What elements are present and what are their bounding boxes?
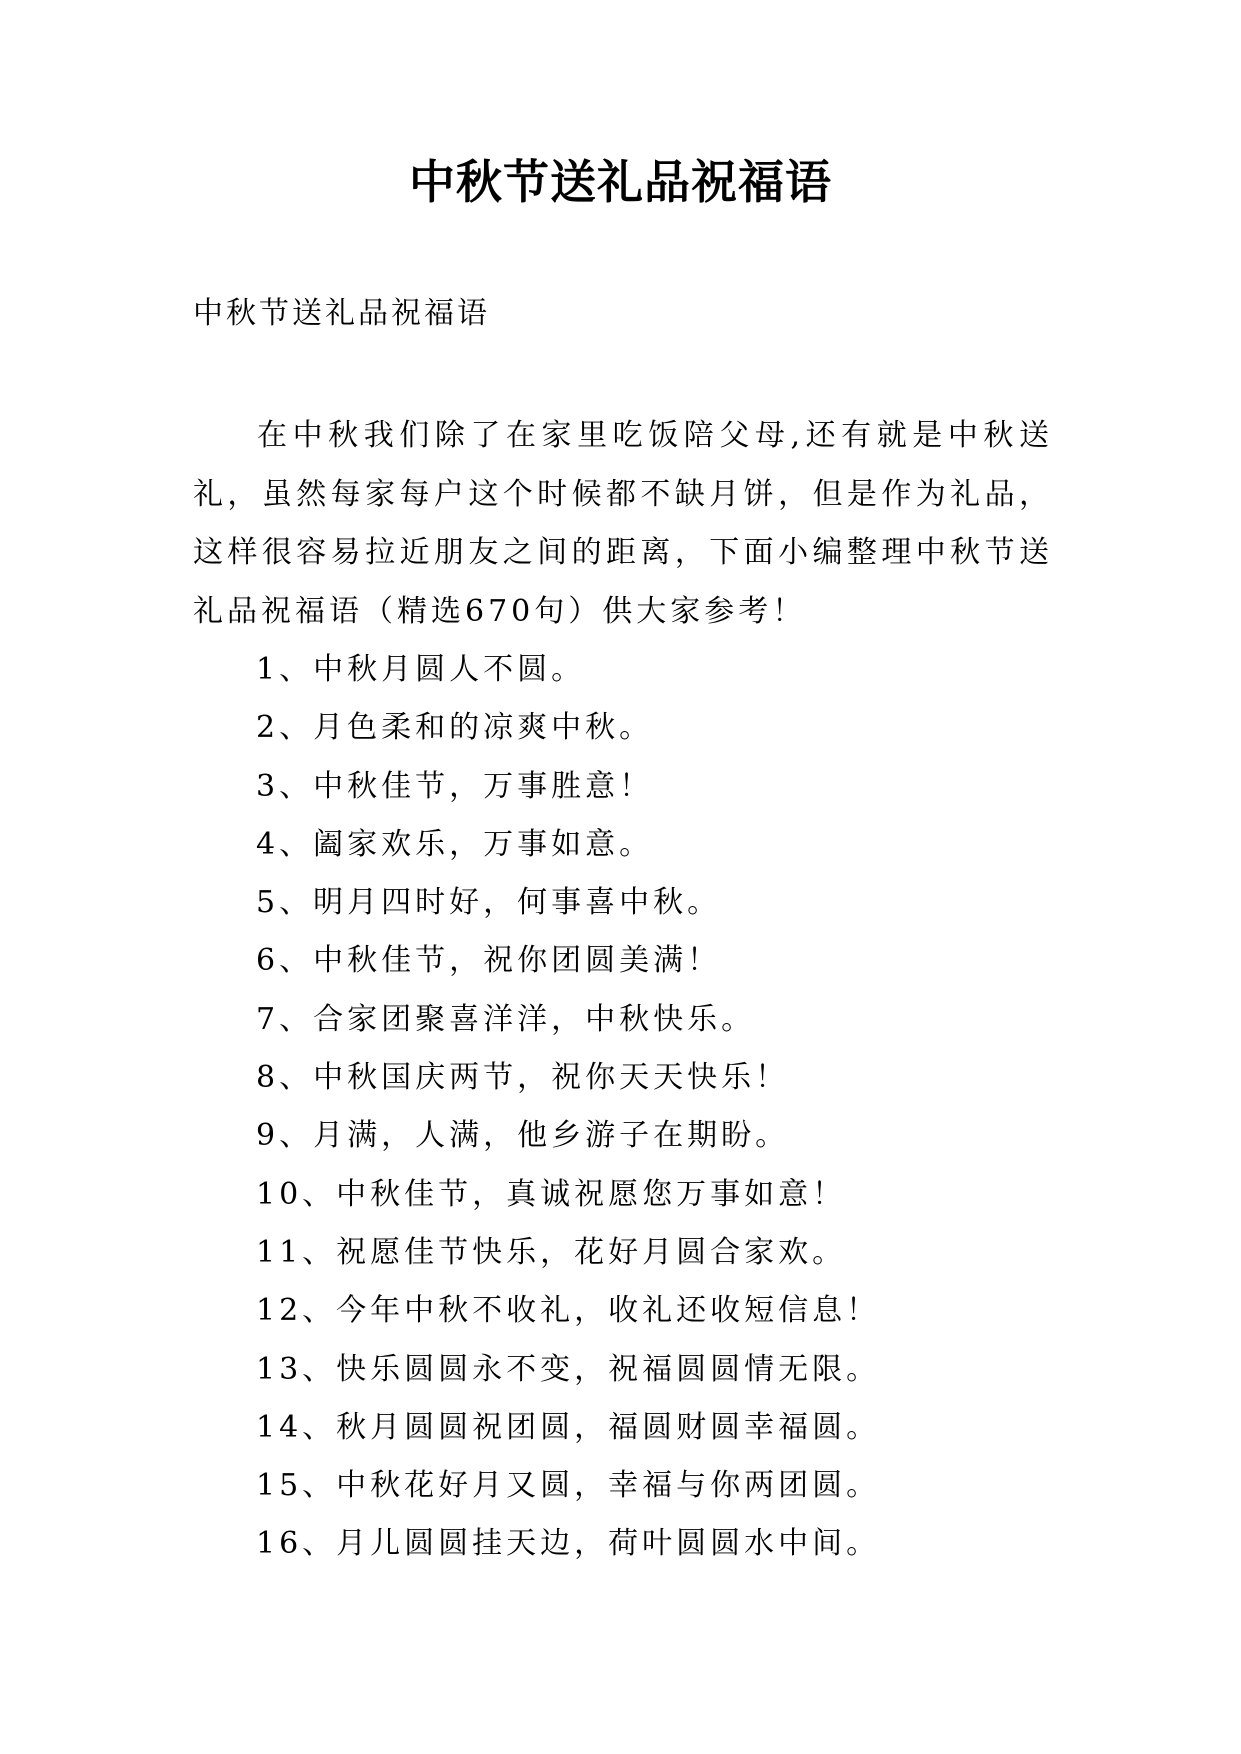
list-item: 9、月满，人满，他乡游子在期盼。 <box>256 1118 790 1154</box>
list-item: 1、中秋月圆人不圆。 <box>256 652 586 687</box>
document-title: 中秋节送礼品祝福语 <box>409 155 832 209</box>
list-item: 8、中秋国庆两节，祝你天天快乐！ <box>256 1060 790 1096</box>
list-item: 13、快乐圆圆永不变，祝福圆圆情无限。 <box>256 1351 881 1387</box>
list-item: 5、明月四时好，何事喜中秋。 <box>256 885 722 921</box>
list-item: 6、中秋佳节，祝你团圆美满！ <box>256 943 722 979</box>
list-item: 10、中秋佳节，真诚祝愿您万事如意！ <box>256 1176 847 1212</box>
greeting-list <box>256 641 880 1574</box>
list-item: 12、今年中秋不收礼，收礼还收短信息！ <box>256 1293 881 1329</box>
list-item: 3、中秋佳节，万事胜意！ <box>256 768 654 804</box>
list-item: 2、月色柔和的凉爽中秋。 <box>256 710 654 746</box>
list-item: 15、中秋花好月又圆，幸福与你两团圆。 <box>256 1468 881 1504</box>
list-item: 7、合家团聚喜洋洋，中秋快乐。 <box>256 1001 756 1037</box>
list-item: 14、秋月圆圆祝团圆，福圆财圆幸福圆。 <box>256 1409 881 1445</box>
document-subtitle: 中秋节送礼品祝福语 <box>193 296 490 331</box>
intro-paragraph: 在中秋我们除了在家里吃饭陪父母,还有就是中秋送礼，虽然每家每户这个时候都不缺月饼，但是作为礼品，这样很容易拉近朋友之间的距离，下面小编整理中秋节送礼品祝福语（精选670句）供大家参考！ <box>193 418 1053 629</box>
list-item: 16、月儿圆圆挂天边，荷叶圆圆水中间。 <box>256 1526 881 1562</box>
list-item: 11、祝愿佳节快乐，花好月圆合家欢。 <box>256 1234 847 1270</box>
list-item: 4、阖家欢乐，万事如意。 <box>256 826 654 862</box>
